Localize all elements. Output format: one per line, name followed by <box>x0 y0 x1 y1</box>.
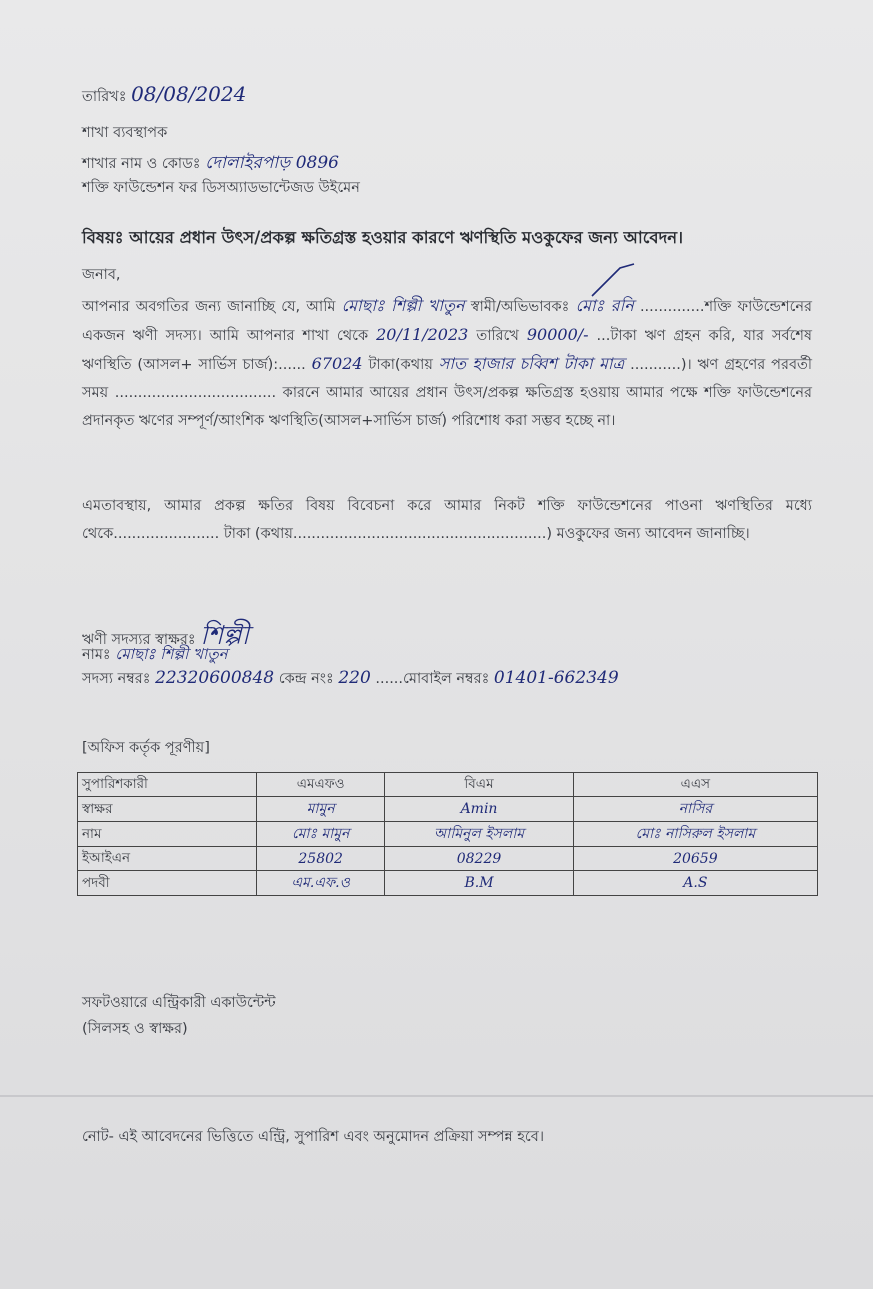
balance-value: 67024 <box>311 354 363 373</box>
branch-value: দোলাইরপাড় 0896 <box>205 153 339 173</box>
member-name-row <box>82 643 228 668</box>
accountant-label: সফটওয়ারে এন্ট্রিকারী একাউন্টেন্ট <box>82 995 276 1011</box>
mobile-value: 01401-662349 <box>493 668 619 688</box>
mobile-label: ......মোবাইল নম্বরঃ <box>375 671 490 687</box>
center-number-value: 220 <box>338 668 371 688</box>
branch-row <box>82 150 339 178</box>
table-row: পদবী এম.এফ.ও B.M A.S <box>78 871 818 896</box>
member-name-value: মোছাঃ শিল্পী খাতুন <box>115 645 228 663</box>
table-row: সুপারিশকারী এমএফও বিএম এএস <box>78 773 818 797</box>
accountant-note: (সিলসহ ও স্বাক্ষর) <box>82 1021 188 1037</box>
balance-words-value: সাত হাজার চব্বিশ টাকা মাত্র <box>438 354 625 373</box>
center-number-label: কেন্দ্র নংঃ <box>278 671 334 687</box>
date-label: তারিখঃ <box>82 89 127 105</box>
office-use-table <box>77 772 818 896</box>
member-number-value: 22320600848 <box>155 668 275 688</box>
member-name-label: নামঃ <box>82 647 111 663</box>
paper-fold <box>0 1095 873 1097</box>
applicant-name-value: মোছাঃ শিল্পী খাতুন <box>341 296 465 315</box>
date-value: 08/08/2024 <box>131 82 247 106</box>
footer-note: নোট- এই আবেদনের ভিত্তিতে এন্ট্রি, সুপারিশ এবং অনুমোদন প্রক্রিয়া সম্পন্ন হবে। <box>82 1129 545 1145</box>
member-details-row <box>82 668 619 692</box>
office-use-label: [অফিস কর্তৃক পূরণীয়] <box>82 740 210 756</box>
branch-label: শাখার নাম ও কোডঃ <box>82 156 201 172</box>
table-row: ইআইএন 25802 08229 20659 <box>78 847 818 871</box>
guardian-value: মোঃ রনি <box>575 296 634 315</box>
body-paragraph-1: আপনার অবগতির জন্য জানাচ্ছি যে, আমি মোছাঃ শিল্পী খাতুন স্বামী/অভিভাবকঃ মোঃ রনি ..............শক্তি ফাউন্ডেশনের একজন ঋণী সদস্য। আমি আপনার শাখা থেকে 20/11/2023 তারিখে 90000/- ...টাকা ঋণ গ্রহন করি, যার সর্বশেষ ঋণস্থিতি (আসল+ সার্ভিস চার্জ):...... 67024 টাকা(কথায় সাত হাজার চব্বিশ টাকা মাত্র ...........)। ঋণ গ্রহণের পরবর্তী সময় ................................... কারনে আমার আয়ের প্রধান উৎস/প্রকল্প ক্ষতিগ্রস্ত হওয়ায় আমার পক্ষে শক্তি ফাউন্ডেশনের প্রদানকৃত ঋণের সম্পূর্ণ/আংশিক ঋণস্থিতি(আসল+সার্ভিস চার্জ) পরিশোধ করা সম্ভব হচ্ছে না। <box>82 296 813 429</box>
date-row <box>82 82 246 110</box>
signature-label: ঋণী সদস্যর স্বাক্ষরঃ <box>82 632 196 648</box>
signature-value: শিল্পী <box>200 621 250 651</box>
body-paragraph-2: এমতাবস্থায়, আমার প্রকল্প ক্ষতির বিষয় বিবেচনা করে আমার নিকট শক্তি ফাউন্ডেশনের পাওনা ঋণস্থিতির মধ্যে থেকে....................... টাকা (কথায়.......................................................) মওকুফের জন্য আবেদন জানাচ্ছি। <box>82 498 812 542</box>
addressee-title: শাখা ব্যবস্থাপক <box>82 125 168 141</box>
salutation: জনাব, <box>82 267 121 283</box>
table-row: নাম মোঃ মামুন আমিনুল ইসলাম মোঃ নাসিরুল ইসলাম <box>78 822 818 847</box>
subject-line: বিষয়ঃ আয়ের প্রধান উৎস/প্রকল্প ক্ষতিগ্রস্ত হওয়ার কারণে ঋণস্থিতি মওকুফের জন্য আবেদন। <box>82 228 684 247</box>
loan-amount-value: 90000/- <box>526 325 589 344</box>
organization-name: শক্তি ফাউন্ডেশন ফর ডিসঅ্যাডভান্টেজড উইমেন <box>82 180 360 196</box>
loan-date-value: 20/11/2023 <box>376 325 469 344</box>
table-row: স্বাক্ষর মামুন Amin নাসির <box>78 797 818 822</box>
member-number-label: সদস্য নম্বরঃ <box>82 671 151 687</box>
